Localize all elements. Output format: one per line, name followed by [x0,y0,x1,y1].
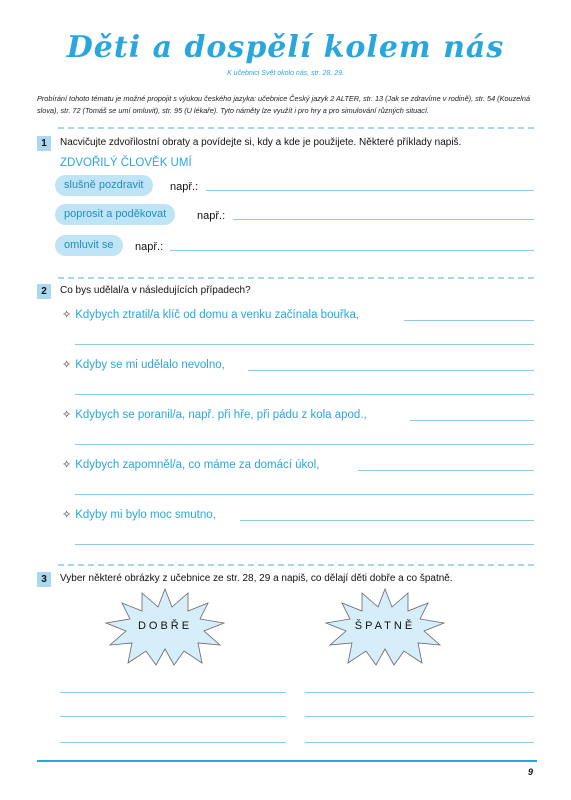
situation-text: Kdybych ztratil/a klíč od domu a venku začínala bouřka, [75,309,360,321]
answer-line-good[interactable] [60,692,286,693]
intro-note: Probírání tohoto tématu je možné propojit s výukou českého jazyka: učebnice Český jazyk 2 ALTER, str. 13 (Jak se zdravíme v rodině), str. 54 (Kouzelná slova), str. 72 (Tomáš se umí omluvit), str. 95 (U lékaře). Tyto náměty lze využít i pro hry a pro simulování různých situací. [37,94,531,115]
phrase-pill: slušně pozdravit [55,175,153,196]
task-3-instruction: Vyber některé obrázky z učebnice ze str. 28, 29 a napiš, co dělají děti dobře a co špatně. [60,573,453,584]
answer-line-good[interactable] [60,716,286,717]
section-divider [58,564,534,566]
situation-text: Kdybych zapomněl/a, co máme za domácí úkol, [75,459,320,471]
example-label: např.: [197,210,226,222]
answer-line[interactable] [240,520,534,521]
situation-text: Kdybych se poranil/a, např. při hře, při pádu z kola apod., [75,409,367,421]
answer-line[interactable] [170,250,534,251]
footer-rule [37,760,537,762]
answer-line-bad[interactable] [305,742,534,743]
example-label: např.: [135,241,164,253]
star-bullet-icon: ✧ [62,359,72,371]
answer-line[interactable] [410,420,534,421]
star-bullet-icon: ✧ [62,409,72,421]
answer-line[interactable] [404,320,534,321]
task-1-heading: ZDVOŘILÝ ČLOVĚK UMÍ [60,157,192,169]
answer-line[interactable] [75,344,534,345]
situation-item [62,308,359,321]
situation-item [62,358,225,371]
phrase-row-ask-thank [55,204,175,225]
answer-line-bad[interactable] [305,716,534,717]
star-bullet-icon: ✧ [62,309,72,321]
section-divider [58,277,534,279]
star-bullet-icon: ✧ [62,509,72,521]
phrase-pill: omluvit se [55,235,123,256]
answer-line-bad[interactable] [305,692,534,693]
situation-item [62,458,319,471]
example-label: např.: [170,181,199,193]
bad-label: ŠPATNĚ [354,620,416,632]
task-2-number: 2 [37,284,51,299]
answer-line-good[interactable] [60,742,286,743]
task-1-number: 1 [37,136,51,151]
situation-item [62,408,367,421]
answer-line[interactable] [75,494,534,495]
answer-line[interactable] [206,190,534,191]
section-divider [58,127,534,129]
answer-line[interactable] [75,394,534,395]
good-label: DOBŘE [137,620,193,632]
situation-text: Kdyby mi bylo moc smutno, [75,509,216,521]
situation-item [62,508,216,521]
situation-text: Kdyby se mi udělalo nevolno, [75,359,225,371]
answer-line[interactable] [75,444,534,445]
star-bullet-icon: ✧ [62,459,72,471]
page-title: Děti a dospělí kolem nás [66,30,505,65]
textbook-reference: K učebnici Svět okolo nás, str. 28, 29. [227,70,344,77]
task-3-number: 3 [37,572,51,587]
phrase-row-apologize [55,235,123,256]
page-number: 9 [528,767,534,777]
phrase-pill: poprosit a poděkovat [55,204,175,225]
answer-line[interactable] [75,544,534,545]
answer-line[interactable] [233,219,534,220]
task-2-instruction: Co bys udělal/a v následujících případech? [60,285,251,296]
phrase-row-greet [55,175,153,196]
task-1-instruction: Nacvičujte zdvořilostní obraty a povídejte si, kdy a kde je použijete. Některé příklady napiš. [60,137,462,148]
answer-line[interactable] [358,470,534,471]
answer-line[interactable] [248,370,534,371]
